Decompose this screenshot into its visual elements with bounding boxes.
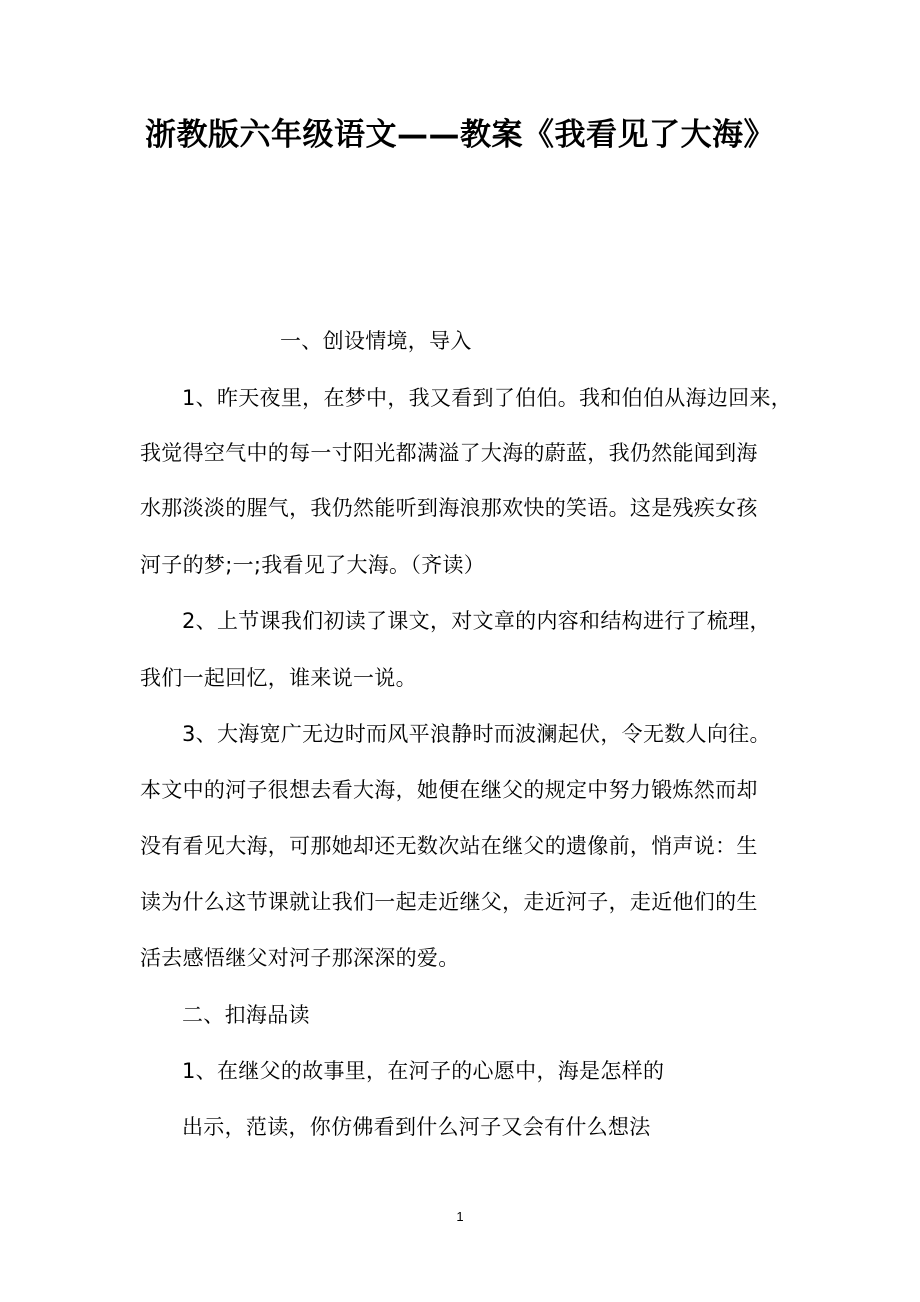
paragraph-line: 我们一起回忆，谁来说一说。: [140, 666, 417, 690]
paragraph-line: 2、上节课我们初读了课文，对文章的内容和结构进行了梳理，: [182, 609, 771, 633]
paragraph-line: 河子的梦;一;我看见了大海。（齐读）: [140, 553, 486, 577]
paragraph-line: 活去感悟继父对河子那深深的爱。: [140, 946, 460, 970]
paragraph-line: 1、在继父的故事里，在河子的心愿中，海是怎样的: [182, 1059, 665, 1083]
paragraph-line: 1、昨天夜里，在梦中，我又看到了伯伯。我和伯伯从海边回来，: [182, 386, 793, 410]
paragraph-line: 出示，范读，你仿佛看到什么河子又会有什么想法: [182, 1115, 651, 1139]
paragraph-line: 本文中的河子很想去看大海，她便在继父的规定中努力锻炼然而却: [140, 778, 758, 802]
paragraph-line: 没有看见大海，可那她却还无数次站在继父的遗像前，悄声说：生: [140, 834, 758, 858]
paragraph-line: 读为什么这节课就让我们一起走近继父，走近河子，走近他们的生: [140, 890, 758, 914]
paragraph-line: 水那淡淡的腥气，我仍然能听到海浪那欢快的笑语。这是残疾女孩: [140, 496, 758, 520]
page-number: 1: [456, 1209, 464, 1224]
paragraph-line: 我觉得空气中的每一寸阳光都满溢了大海的蔚蓝，我仍然能闻到海: [140, 441, 758, 465]
section-heading-1: 一、创设情境，导入: [280, 329, 472, 353]
paragraph-line: 3、大海宽广无边时而风平浪静时而波澜起伏，令无数人向往。: [182, 722, 771, 746]
section-heading-2: 二、扣海品读: [182, 1003, 310, 1027]
page-title: 浙教版六年级语文——教案《我看见了大海》: [145, 117, 775, 153]
